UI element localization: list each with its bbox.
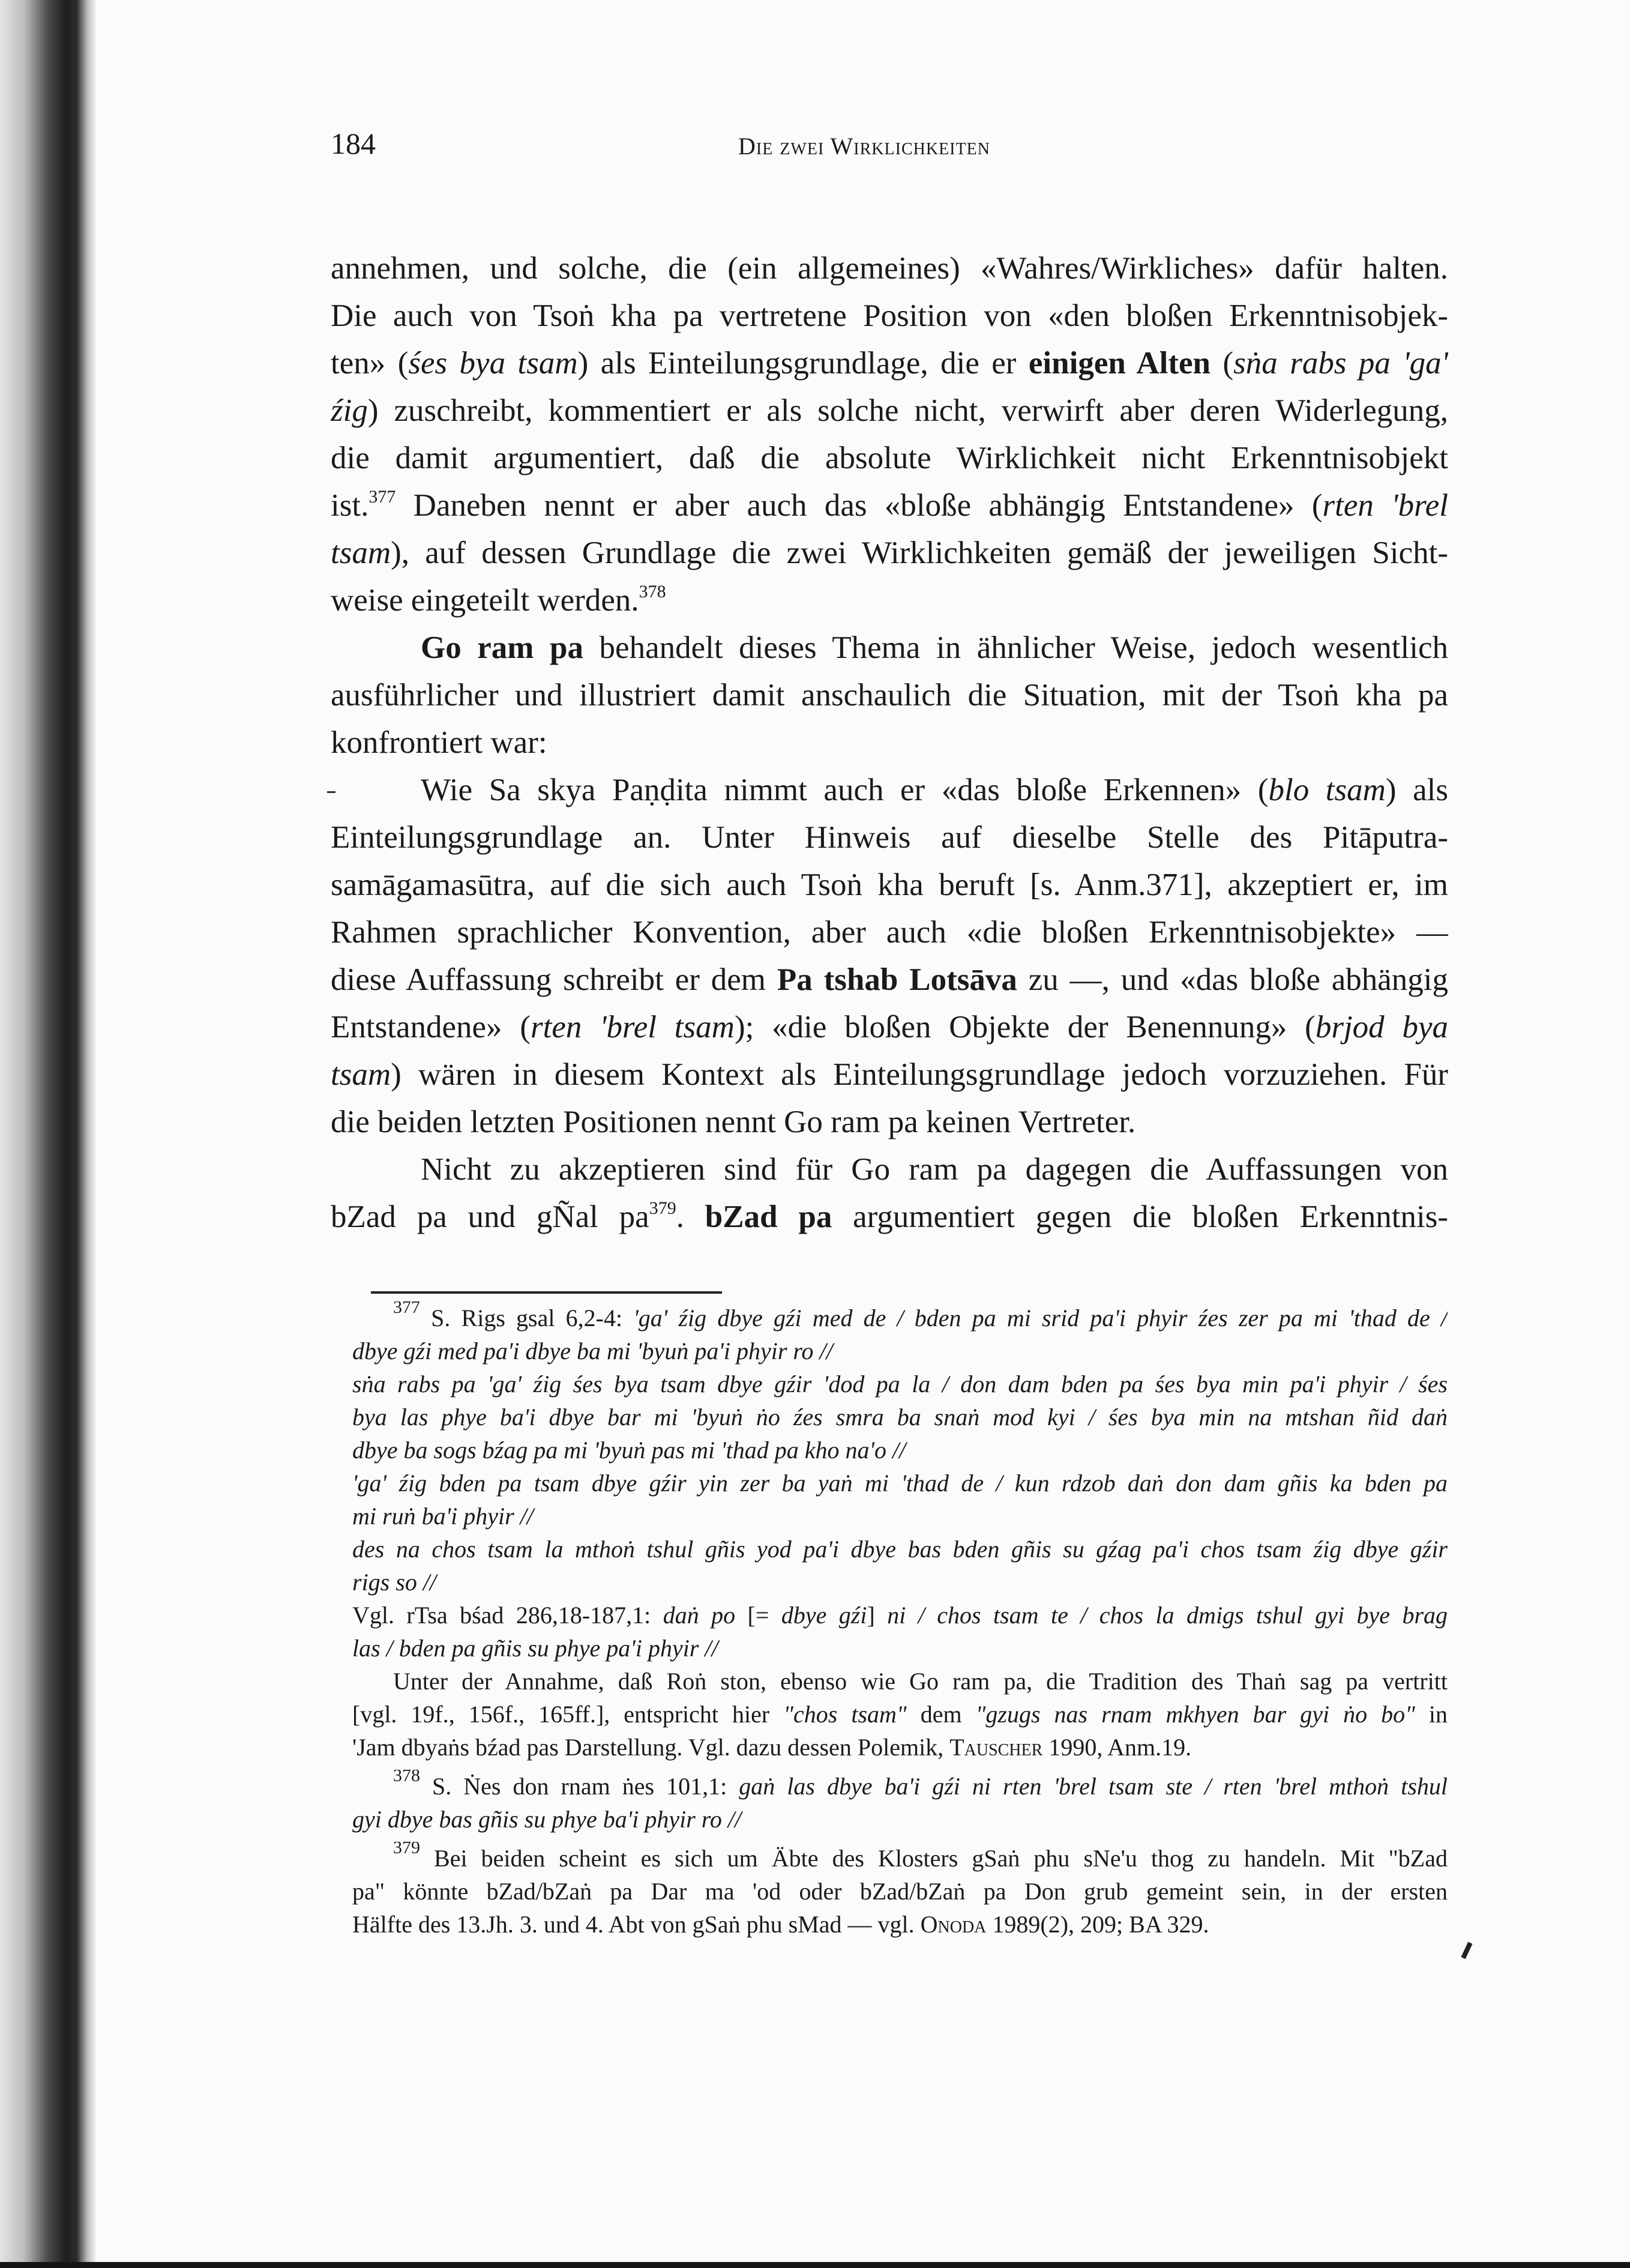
text-segment: rten 'brel bbox=[1322, 488, 1448, 523]
text-segment: bya las phye ba'i dbye bar mi 'byuṅ ṅo źes smra ba snaṅ mod kyi / śes bya min na mtshan ñid daṅ bbox=[352, 1404, 1448, 1431]
text-segment: Unter der Annahme, daß Roṅ ston, ebenso wie Go ram pa, die Tradition des Thaṅ sag pa vertritt bbox=[393, 1668, 1448, 1695]
text-segment: tsam bbox=[331, 1057, 391, 1092]
footnote-ref: 378 bbox=[639, 582, 666, 602]
text-segment: Nicht zu akzeptieren sind für Go ram pa dagegen die Auffassungen von bbox=[421, 1152, 1448, 1187]
text-segment: ( bbox=[1210, 346, 1234, 381]
text-line bbox=[331, 1193, 1448, 1241]
footnote-line bbox=[352, 1908, 1448, 1941]
pen-mark bbox=[1461, 1942, 1472, 1959]
footnote-ref: 377 bbox=[368, 487, 396, 507]
text-segment: gyi dbye bas gñis su phye ba'i phyir ro // bbox=[352, 1806, 742, 1833]
text-segment: 'Jam dbyaṅs bźad pas Darstellung. Vgl. dazu dessen Polemik, bbox=[352, 1734, 950, 1761]
text-segment: behandelt dieses Thema in ähnlicher Weise, jedoch wesentlich bbox=[583, 630, 1448, 665]
footnote-line bbox=[352, 1434, 1448, 1467]
text-segment: ist. bbox=[331, 488, 369, 523]
text-line bbox=[331, 482, 1448, 529]
footnote-line bbox=[352, 1875, 1448, 1908]
text-segment: zu —, und «das bloße abhängig bbox=[1017, 962, 1448, 997]
text-segment: konfrontiert war: bbox=[331, 725, 547, 760]
text-segment: Wie Sa skya Paṇḍita nimmt auch er «das bloße Erkennen» ( bbox=[421, 773, 1269, 807]
text-segment: ] bbox=[867, 1602, 888, 1629]
running-title: Die zwei Wirklichkeiten bbox=[738, 133, 990, 160]
text-segment: Bei beiden scheint es sich um Äbte des Klosters gSaṅ phu sNe'u thog zu handeln. Mit "bZad bbox=[420, 1845, 1448, 1872]
footnote-line bbox=[352, 1698, 1448, 1731]
text-segment: sṅa rabs pa 'ga' źig śes bya tsam dbye gźir 'dod pa la / don dam bden pa śes bya min pa'i phyir / śes bbox=[352, 1371, 1448, 1398]
text-segment: 'ga' źig dbye gźi med de / bden pa mi srid pa'i phyir źes zer pa mi 'thad de / bbox=[633, 1304, 1448, 1332]
text-segment: des na chos tsam la mthoṅ tshul gñis yod pa'i dbye bas bden gñis su gźag pa'i chos tsam źig dbye gźir bbox=[352, 1536, 1448, 1563]
text-segment: pa" könnte bZad/bZaṅ pa Dar ma 'od oder bZad/bZaṅ pa Don grub gemeint sein, in der ersten bbox=[352, 1878, 1448, 1905]
footnote-ref: 378 bbox=[393, 1770, 420, 1785]
text-segment: in bbox=[1415, 1701, 1448, 1728]
text-segment: dbye ba sogs bźag pa mi 'byuṅ pas mi 'thad pa kho na'o // bbox=[352, 1437, 906, 1464]
text-segment: ten» ( bbox=[331, 346, 409, 381]
text-line bbox=[331, 1004, 1448, 1051]
footnote-line bbox=[352, 1566, 1448, 1599]
page-header bbox=[0, 126, 1630, 168]
text-segment: Einteilungsgrundlage an. Unter Hinweis auf dieselbe Stelle des Pitāputra- bbox=[331, 820, 1448, 855]
footnote-line bbox=[352, 1467, 1448, 1500]
text-segment: samāgamasūtra, auf die sich auch Tsoṅ kha beruft [s. Anm.371], akzeptiert er, im bbox=[331, 867, 1448, 902]
text-line bbox=[331, 672, 1448, 719]
footnote-line bbox=[352, 1301, 1448, 1335]
text-segment: bZad pa und gÑal pa bbox=[331, 1199, 649, 1234]
text-line bbox=[331, 1051, 1448, 1099]
binding-gutter bbox=[0, 0, 96, 2268]
footnote-rule bbox=[371, 1291, 722, 1294]
text-segment: Go ram pa bbox=[421, 630, 583, 665]
page-number: 184 bbox=[331, 127, 376, 160]
text-segment: [= bbox=[735, 1602, 781, 1629]
text-segment: rten 'brel tsam bbox=[531, 1010, 735, 1045]
text-segment: Entstandene» ( bbox=[331, 1010, 531, 1045]
text-segment: "chos tsam" bbox=[783, 1701, 907, 1728]
text-segment: 'ga' źig bden pa tsam dbye gźir yin zer ba yaṅ mi 'thad de / kun rdzob daṅ don dam gñis ka bden pa bbox=[352, 1470, 1448, 1497]
page-bottom-edge bbox=[0, 2262, 1630, 2268]
footnote-ref: 377 bbox=[393, 1301, 420, 1317]
text-segment: ), auf dessen Grundlage die zwei Wirklichkeiten gemäß der jeweiligen Sicht- bbox=[391, 535, 1448, 570]
text-segment: ) als bbox=[1385, 773, 1448, 807]
text-segment: argumentiert gegen die bloßen Erkenntnis- bbox=[832, 1199, 1448, 1234]
footnote-line bbox=[352, 1500, 1448, 1533]
text-segment: mi ruṅ ba'i phyir // bbox=[352, 1503, 534, 1530]
text-line bbox=[331, 245, 1448, 292]
footnote-line bbox=[352, 1533, 1448, 1566]
text-line bbox=[331, 909, 1448, 956]
text-segment: Daneben nennt er aber auch das «bloße abhängig Entstandene» ( bbox=[395, 488, 1323, 523]
text-segment: dbye gźi med pa'i dbye ba mi 'byuṅ pa'i phyir ro // bbox=[352, 1338, 833, 1365]
footnote-line bbox=[352, 1599, 1448, 1632]
text-line bbox=[331, 814, 1448, 861]
text-segment: Onoda bbox=[920, 1911, 987, 1938]
text-segment: [vgl. 19f., 156f., 165ff.], entspricht hier bbox=[352, 1701, 784, 1728]
text-segment: Pa tshab Lotsāva bbox=[777, 962, 1017, 997]
text-line bbox=[331, 767, 1448, 814]
footnotes bbox=[352, 1301, 1448, 1941]
text-segment: gaṅ las dbye ba'i gźi ni rten 'brel tsam ste / rten 'brel mthoṅ tshul bbox=[739, 1773, 1448, 1800]
text-segment: ) zuschreibt, kommentiert er als solche nicht, verwirft aber deren Widerlegung, bbox=[367, 393, 1448, 428]
text-segment: ) als Einteilungsgrundlage, die er bbox=[577, 346, 1029, 381]
text-segment: einigen Alten bbox=[1028, 346, 1211, 381]
text-segment: ni / chos tsam te / chos la dmigs tshul gyi bye brag bbox=[887, 1602, 1448, 1629]
text-segment: rigs so // bbox=[352, 1569, 437, 1596]
text-segment: ) wären in diesem Kontext als Einteilungsgrundlage jedoch vorzuziehen. Für bbox=[391, 1057, 1448, 1092]
main-text bbox=[331, 245, 1448, 1241]
text-line bbox=[331, 861, 1448, 909]
footnote-line bbox=[352, 1842, 1448, 1875]
footnote-line bbox=[352, 1335, 1448, 1368]
text-segment: ); «die bloßen Objekte der Benennung» ( bbox=[734, 1010, 1316, 1045]
text-segment: 1990, Anm.19. bbox=[1042, 1734, 1192, 1761]
text-line bbox=[331, 1099, 1448, 1146]
text-segment: annehmen, und solche, die (ein allgemeines) «Wahres/Wirkliches» dafür halten. bbox=[331, 251, 1448, 286]
footnote-line bbox=[352, 1401, 1448, 1434]
text-segment: . bbox=[676, 1199, 705, 1234]
text-line bbox=[331, 292, 1448, 340]
text-segment: 1989(2), 209; BA 329. bbox=[986, 1911, 1209, 1938]
footnote-line bbox=[352, 1770, 1448, 1803]
text-line bbox=[331, 340, 1448, 387]
text-segment: die beiden letzten Positionen nennt Go ram pa keinen Vertreter. bbox=[331, 1105, 1136, 1139]
text-line bbox=[331, 577, 1448, 624]
text-segment: brjod bya bbox=[1315, 1010, 1448, 1045]
footnote-line bbox=[352, 1731, 1448, 1764]
footnote-line bbox=[352, 1665, 1448, 1698]
text-segment: Hälfte des 13.Jh. 3. und 4. Abt von gSaṅ phu sMad — vgl. bbox=[352, 1911, 921, 1938]
text-segment: S. Rigs gsal 6,2-4: bbox=[420, 1304, 634, 1332]
text-segment: śes bya tsam bbox=[408, 346, 578, 381]
text-segment: weise eingeteilt werden. bbox=[331, 583, 639, 618]
text-segment: blo tsam bbox=[1268, 773, 1386, 807]
text-segment: Tauscher bbox=[949, 1734, 1043, 1761]
text-line bbox=[331, 387, 1448, 435]
text-segment: S. Ṅes don rnam ṅes 101,1: bbox=[420, 1773, 739, 1800]
text-segment: bZad pa bbox=[705, 1199, 832, 1234]
text-segment: dbye gźi bbox=[781, 1602, 867, 1629]
footnote-line bbox=[352, 1632, 1448, 1665]
footnote-line bbox=[352, 1368, 1448, 1401]
text-line bbox=[331, 624, 1448, 672]
text-segment: diese Auffassung schreibt er dem bbox=[331, 962, 777, 997]
text-line bbox=[331, 529, 1448, 577]
text-segment: źig bbox=[331, 393, 368, 428]
footnote-line bbox=[352, 1803, 1448, 1836]
text-segment: Rahmen sprachlicher Konvention, aber auch «die bloßen Erkenntnisobjekte» — bbox=[331, 915, 1448, 950]
text-line bbox=[331, 435, 1448, 482]
footnote-ref: 379 bbox=[649, 1198, 676, 1218]
text-segment: die damit argumentiert, daß die absolute Wirklichkeit nicht Erkenntnisobjekt bbox=[331, 441, 1448, 475]
text-line bbox=[331, 1146, 1448, 1193]
text-segment: daṅ po bbox=[663, 1602, 736, 1629]
text-segment: Die auch von Tsoṅ kha pa vertretene Position von «den bloßen Erkenntnisobjek- bbox=[331, 298, 1448, 333]
text-segment: tsam bbox=[331, 535, 391, 570]
text-segment: las / bden pa gñis su phye pa'i phyir // bbox=[352, 1635, 718, 1662]
text-segment: ausführlicher und illustriert damit anschaulich die Situation, mit der Tsoṅ kha pa bbox=[331, 678, 1448, 713]
text-segment: dem bbox=[906, 1701, 976, 1728]
text-segment: "gzugs nas rnam mkhyen bar gyi ṅo bo" bbox=[975, 1701, 1415, 1728]
text-line bbox=[331, 719, 1448, 767]
footnote-ref: 379 bbox=[393, 1842, 420, 1857]
text-line bbox=[331, 956, 1448, 1004]
text-segment: Vgl. rTsa bśad 286,18-187,1: bbox=[352, 1602, 663, 1629]
text-segment: sṅa rabs pa 'ga' bbox=[1233, 346, 1448, 381]
